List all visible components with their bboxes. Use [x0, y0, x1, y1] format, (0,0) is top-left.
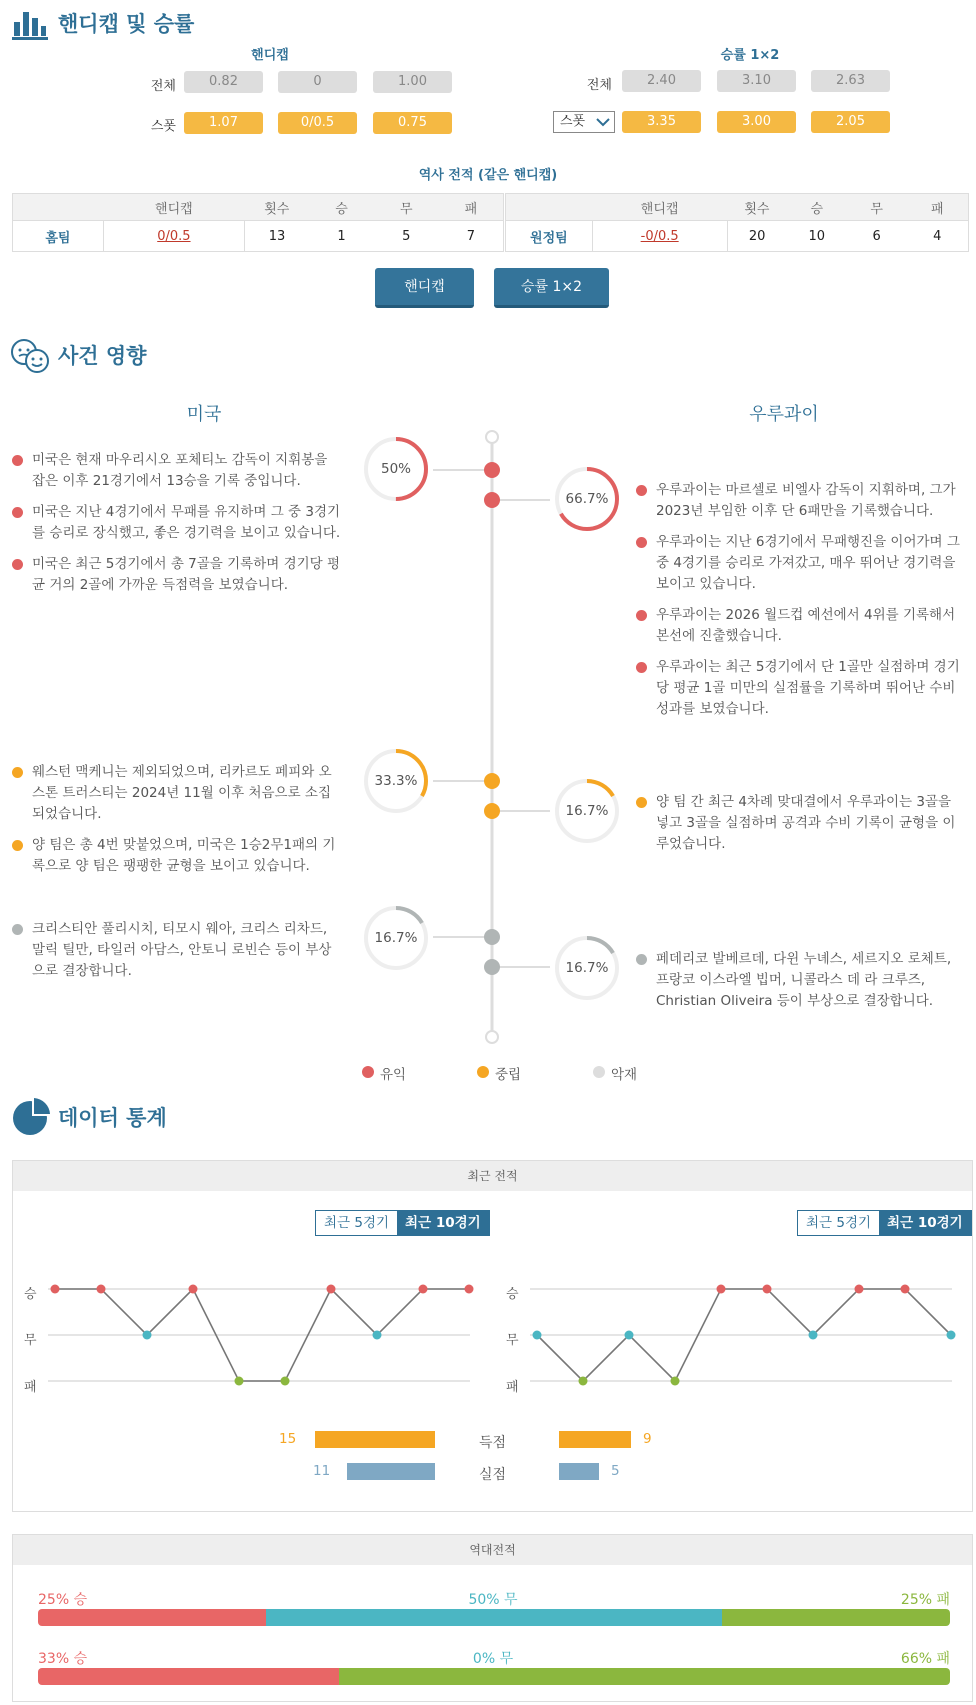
- impact-item-positive: 우루과이는 마르셀로 비엘사 감독이 지휘하며, 그가 2023년 부임한 이후 단 6패만을 기록했습니다.: [636, 480, 968, 522]
- col-header: 무: [374, 194, 439, 221]
- legend-negative: 악재: [593, 1063, 637, 1083]
- toggle-recent-5[interactable]: 최근 5경기: [316, 1211, 397, 1235]
- loss-cell: 7: [466, 228, 475, 244]
- form-point: [281, 1377, 290, 1386]
- form-point: [763, 1285, 772, 1294]
- winrate-button[interactable]: 승률 1×2: [494, 268, 609, 308]
- handicap-head: 핸디캡: [251, 48, 289, 63]
- form-chart-left: [40, 1278, 490, 1398]
- h2h-bar: [38, 1668, 950, 1685]
- form-point: [189, 1285, 198, 1294]
- h2h-draw-text: 0% 무: [472, 1651, 514, 1667]
- h2h-segment-loss: [339, 1668, 950, 1685]
- row-label-all-wr: 전체: [586, 78, 612, 93]
- draw-cell: 6: [872, 228, 881, 244]
- winrate-head: 승률 1×2: [720, 48, 780, 63]
- pct-value: 66.7%: [565, 491, 609, 507]
- h2h-loss-text: 66% 패: [900, 1651, 950, 1667]
- form-point: [51, 1285, 60, 1294]
- h2h-segment-loss: [722, 1609, 950, 1626]
- form-point: [465, 1285, 474, 1294]
- impact-item-neutral: 양 팀 간 최근 4차례 맞대결에서 우루과이는 3골을 넣고 3골을 실점하며 공격과 수비 기록이 균형을 이루었습니다.: [636, 792, 968, 855]
- col-header: 횟수: [727, 194, 787, 221]
- timeline-dot-negative: [484, 959, 500, 975]
- form-chart-right: [522, 1278, 972, 1398]
- timeline-dot-neutral: [484, 773, 500, 789]
- pct-value: 16.7%: [374, 930, 418, 946]
- form-point: [235, 1377, 244, 1386]
- form-point: [327, 1285, 336, 1294]
- form-point: [419, 1285, 428, 1294]
- table-row: [506, 221, 969, 252]
- impact-item-positive: 우루과이는 2026 월드컵 예선에서 4위를 기록해서 본선에 진출했습니다.: [636, 605, 968, 647]
- impact-item-negative: 크리스티안 풀리시치, 티모시 웨아, 크리스 리차드, 말릭 틸만, 타일러 아담스, 안토니 로빈슨 등이 부상으로 결장합니다.: [12, 919, 342, 982]
- y-label-draw: 무: [506, 1333, 519, 1348]
- legend-positive: 유익: [362, 1063, 406, 1083]
- section-title-stats: 데이터 통계: [58, 1106, 167, 1130]
- panel-header: 역대전적: [13, 1535, 972, 1565]
- form-point: [901, 1285, 910, 1294]
- winrate-all-1: 2.40: [622, 70, 701, 92]
- right-conceded-bar: [559, 1463, 599, 1480]
- h2h-loss-text: 25% 패: [900, 1592, 950, 1608]
- team-label: 홈팀: [13, 221, 104, 252]
- timeline-dot-positive: [484, 462, 500, 478]
- history-table-away: [505, 193, 969, 252]
- panel-header: 최근 전적: [13, 1161, 972, 1191]
- y-label-win: 승: [24, 1287, 37, 1302]
- h2h-win-text: 33% 승: [38, 1651, 88, 1667]
- h2h-segment-draw: [266, 1609, 722, 1626]
- history-title: 역사 전적 (같은 핸디캡): [418, 168, 558, 183]
- form-point: [671, 1377, 680, 1386]
- section-title-impact: 사건 영향: [58, 344, 147, 368]
- left-scored-value: 15: [279, 1431, 297, 1447]
- pct-value: 33.3%: [374, 773, 418, 789]
- impact-item-positive: 미국은 지난 4경기에서 무패를 유지하며 그 중 3경기를 승리로 장식했고, 좋은 경기력을 보이고 있습니다.: [12, 502, 342, 544]
- col-header: 패: [439, 194, 504, 221]
- impact-item-negative: 페데리코 발베르데, 다윈 누녜스, 세르지오 로체트, 프랑코 이스라엘 빕머, 니콜라스 데 라 크루즈, Christian Oliveira 등이 부상으로 결장합니다.: [636, 949, 968, 1012]
- loss-cell: 4: [933, 228, 942, 244]
- timeline-dot-neutral: [484, 803, 500, 819]
- handicap-link[interactable]: 0/0.5: [103, 221, 244, 252]
- handicap-all-1: 0.82: [184, 71, 263, 93]
- left-team-name: 미국: [186, 404, 222, 425]
- win-cell: 10: [808, 228, 826, 244]
- form-point: [143, 1331, 152, 1340]
- form-point: [947, 1331, 956, 1340]
- winrate-spot-2[interactable]: 3.00: [717, 111, 796, 133]
- winrate-spot-1[interactable]: 3.35: [622, 111, 701, 133]
- col-header: 무: [847, 194, 907, 221]
- y-label-win: 승: [506, 1287, 519, 1302]
- h2h-draw-text: 50% 무: [468, 1592, 518, 1608]
- chevron-down-icon: [595, 114, 611, 130]
- row-label-spot: 스폿: [150, 119, 176, 134]
- col-header: 핸디캡: [592, 194, 727, 221]
- handicap-spot-2[interactable]: 0/0.5: [278, 112, 357, 134]
- toggle-recent-5[interactable]: 최근 5경기: [798, 1211, 879, 1235]
- timeline-dot-negative: [484, 929, 500, 945]
- table-row: [13, 221, 504, 252]
- h2h-win-text: 25% 승: [38, 1592, 88, 1608]
- pct-circle-left-neutral: [363, 748, 429, 814]
- count-cell: 13: [268, 228, 286, 244]
- form-point: [855, 1285, 864, 1294]
- win-cell: 1: [337, 228, 346, 244]
- col-header: 승: [309, 194, 374, 221]
- form-point: [533, 1331, 542, 1340]
- faces-icon: [10, 338, 50, 374]
- bar-chart-icon: [12, 8, 48, 40]
- winrate-all-2: 3.10: [717, 70, 796, 92]
- y-label-draw: 무: [24, 1333, 37, 1348]
- pct-value: 16.7%: [565, 803, 609, 819]
- y-label-loss: 패: [24, 1380, 37, 1395]
- h2h-segment-win: [38, 1609, 266, 1626]
- left-conceded-bar: [347, 1463, 435, 1480]
- form-point: [373, 1331, 382, 1340]
- pct-circle-right-neutral: [554, 778, 620, 844]
- h2h-segment-win: [38, 1668, 339, 1685]
- right-range-toggle[interactable]: [797, 1210, 972, 1236]
- col-header: 패: [907, 194, 969, 221]
- team-label: 원정팀: [506, 221, 593, 252]
- history-table-home: [12, 193, 504, 252]
- impact-item-neutral: 양 팀은 총 4번 맞붙었으며, 미국은 1승2무1패의 기록으로 양 팀은 팽팽한 균형을 보이고 있습니다.: [12, 835, 342, 877]
- y-label-loss: 패: [506, 1380, 519, 1395]
- winrate-spot-3[interactable]: 2.05: [811, 111, 890, 133]
- impact-item-neutral: 웨스턴 맥케니는 제외되었으며, 리카르도 페피와 오스톤 트러스티는 2024년 11월 이후 처음으로 소집되었습니다.: [12, 762, 342, 825]
- pct-circle-left-positive: [363, 436, 429, 502]
- left-range-toggle[interactable]: [315, 1210, 490, 1236]
- toggle-recent-10[interactable]: 최근 10경기: [879, 1211, 971, 1235]
- pct-value: 16.7%: [565, 960, 609, 976]
- impact-item-positive: 우루과이는 최근 5경기에서 단 1골만 실점하며 경기당 평균 1골 미만의 실점률을 기록하며 뛰어난 수비 성과를 보였습니다.: [636, 657, 968, 720]
- select-value: 스폿: [560, 114, 586, 129]
- handicap-spot-1[interactable]: 1.07: [184, 112, 263, 134]
- left-conceded-value: 11: [313, 1463, 331, 1479]
- right-team-name: 우루과이: [749, 404, 819, 425]
- count-cell: 20: [748, 228, 766, 244]
- row-label-all: 전체: [150, 79, 176, 94]
- form-point: [809, 1331, 818, 1340]
- form-point: [625, 1331, 634, 1340]
- handicap-link[interactable]: -0/0.5: [592, 221, 727, 252]
- right-scored-bar: [559, 1431, 631, 1448]
- draw-cell: 5: [402, 228, 411, 244]
- col-header: 횟수: [244, 194, 309, 221]
- section-title-handicap: 핸디캡 및 승률: [58, 12, 195, 36]
- form-point: [717, 1285, 726, 1294]
- pct-circle-left-negative: [363, 905, 429, 971]
- form-point: [579, 1377, 588, 1386]
- handicap-all-3: 1.00: [373, 71, 452, 93]
- conceded-label: 실점: [479, 1467, 507, 1483]
- handicap-all-2: 0: [278, 71, 357, 93]
- left-scored-bar: [315, 1431, 435, 1448]
- winrate-all-3: 2.63: [811, 70, 890, 92]
- pie-chart-icon: [10, 1097, 50, 1137]
- legend-neutral: 중립: [477, 1063, 521, 1083]
- pct-circle-right-negative: [554, 935, 620, 1001]
- impact-item-positive: 우루과이는 지난 6경기에서 무패행진을 이어가며 그 중 4경기를 승리로 가져갔고, 매우 뛰어난 경기력을 보이고 있습니다.: [636, 532, 968, 595]
- pct-circle-right-positive: [554, 466, 620, 532]
- impact-item-positive: 미국은 현재 마우리시오 포체티노 감독이 지휘봉을 잡은 이후 21경기에서 13승을 기록 중입니다.: [12, 450, 342, 492]
- col-header: 승: [787, 194, 847, 221]
- right-scored-value: 9: [643, 1431, 652, 1447]
- timeline-dot-positive: [484, 492, 500, 508]
- right-conceded-value: 5: [611, 1463, 620, 1479]
- impact-item-positive: 미국은 최근 5경기에서 총 7골을 기록하며 경기당 평균 거의 2골에 가까운 득점력을 보였습니다.: [12, 554, 342, 596]
- scored-label: 득점: [479, 1435, 507, 1451]
- pct-value: 50%: [380, 461, 411, 477]
- h2h-bar: [38, 1609, 950, 1626]
- bookmaker-select[interactable]: [553, 111, 615, 133]
- form-point: [97, 1285, 106, 1294]
- col-header: 핸디캡: [103, 194, 244, 221]
- handicap-spot-3[interactable]: 0.75: [373, 112, 452, 134]
- handicap-button[interactable]: 핸디캡: [375, 268, 474, 308]
- toggle-recent-10[interactable]: 최근 10경기: [397, 1211, 489, 1235]
